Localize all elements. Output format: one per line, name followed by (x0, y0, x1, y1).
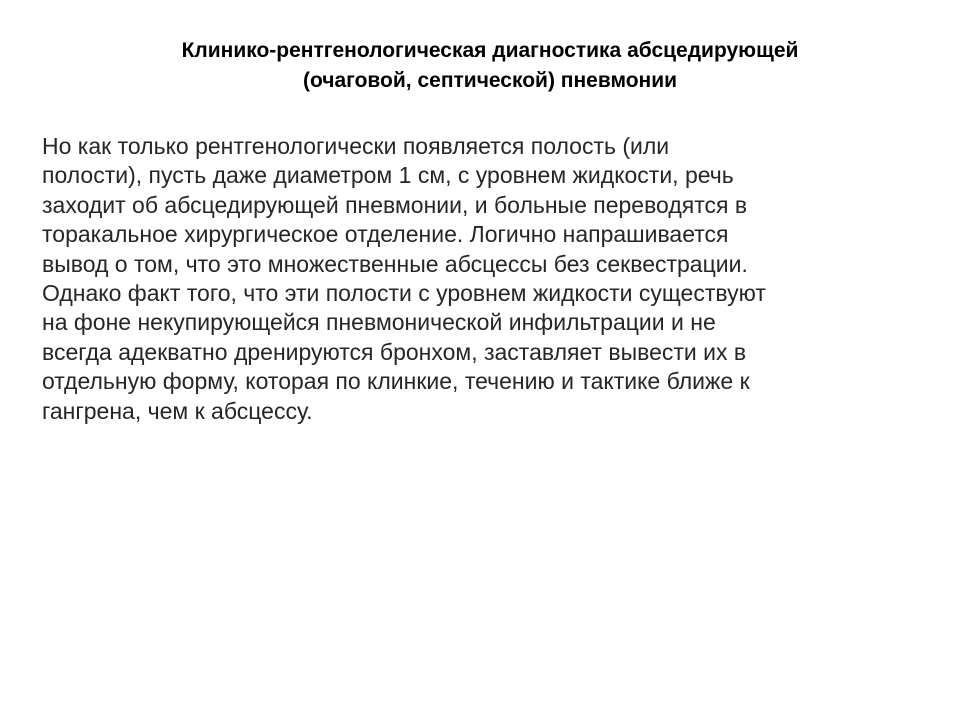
body-line: на фоне некупирующейся пневмонической инфильтрации и не (42, 309, 716, 336)
body-line: Но как только рентгенологически появляется полость (или (42, 133, 670, 159)
body-line: полости), пусть даже диаметром 1 см, с уровнем жидкости, речь (42, 162, 734, 189)
body-line: вывод о том, что это множественные абсцессы без секвестрации. (42, 250, 748, 277)
body-line: всегда адекватно дренируются бронхом, заставляет вывести их в (42, 338, 747, 365)
body-line: заходит об абсцедирующей пневмонии, и больные переводятся в (42, 191, 748, 218)
slide-body-paragraph (42, 132, 932, 426)
title-line: (очаговой, септической) пневмонии (302, 69, 678, 92)
slide-title (60, 36, 920, 96)
body-line: отдельную форму, которая по клинкие, течению и тактике ближе к (42, 368, 750, 395)
body-line: Однако факт того, что эти полости с уровнем жидкости существуют (42, 280, 766, 307)
title-line: Клинико-рентгенологическая диагностика абсцедирующей (181, 39, 799, 62)
body-line: гангрена, чем к абсцессу. (42, 397, 313, 424)
body-line: торакальное хирургическое отделение. Логично напрашивается (42, 221, 729, 248)
